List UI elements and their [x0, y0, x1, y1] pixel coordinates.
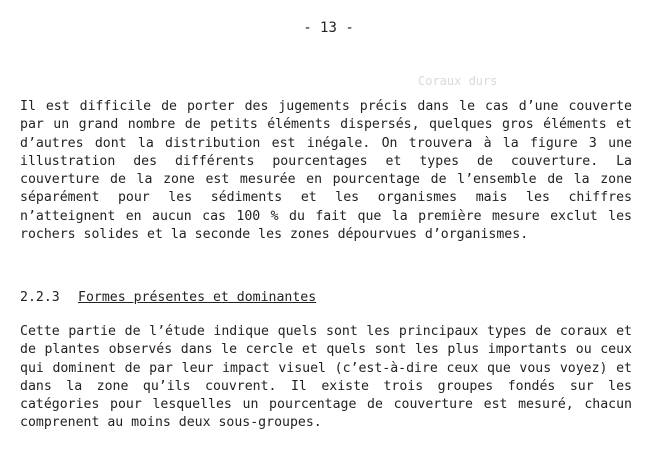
section-heading: [20, 290, 316, 305]
section-number: 2.2.3: [20, 290, 60, 305]
page-number: - 13 -: [303, 20, 354, 36]
section-title: Formes présentes et dominantes: [78, 290, 317, 305]
paragraph-forms: Cette partie de l’étude indique quels sont les principaux types de coraux et de plantes observés dans le cercle et quels sont les plus importants ou ceux qui dominent de par leur impact visuel (c’est-à-dire ceux que vous voyez) et dans la zone qu’ils couvrent. Il existe trois groupes fondés sur les catégories pour lesquelles un pourcentage de couverture est mesuré, chacun comprenent au moins deux sous-groupes.: [20, 324, 632, 431]
paragraph-coverage: Il est difficile de porter des jugements précis dans le cas d’une couverte par un grand nombre de petits éléments dispersés, quelques gros éléments et d’autres dont la distribution est inégale. On trouvera à la figure 3 une illustration des différents pourcentages et types de couverture. La couverture de la zone est mesurée en pourcentage de l’ensemble de la zone séparément pour les sédiments et les organismes mais les chiffres n’atteignent en aucun cas 100 % du fait que la première mesure exclut les rochers solides et la seconde les zones dépourvues d’organismes.: [20, 99, 632, 243]
show-through-text: Coraux durs: [418, 74, 498, 88]
